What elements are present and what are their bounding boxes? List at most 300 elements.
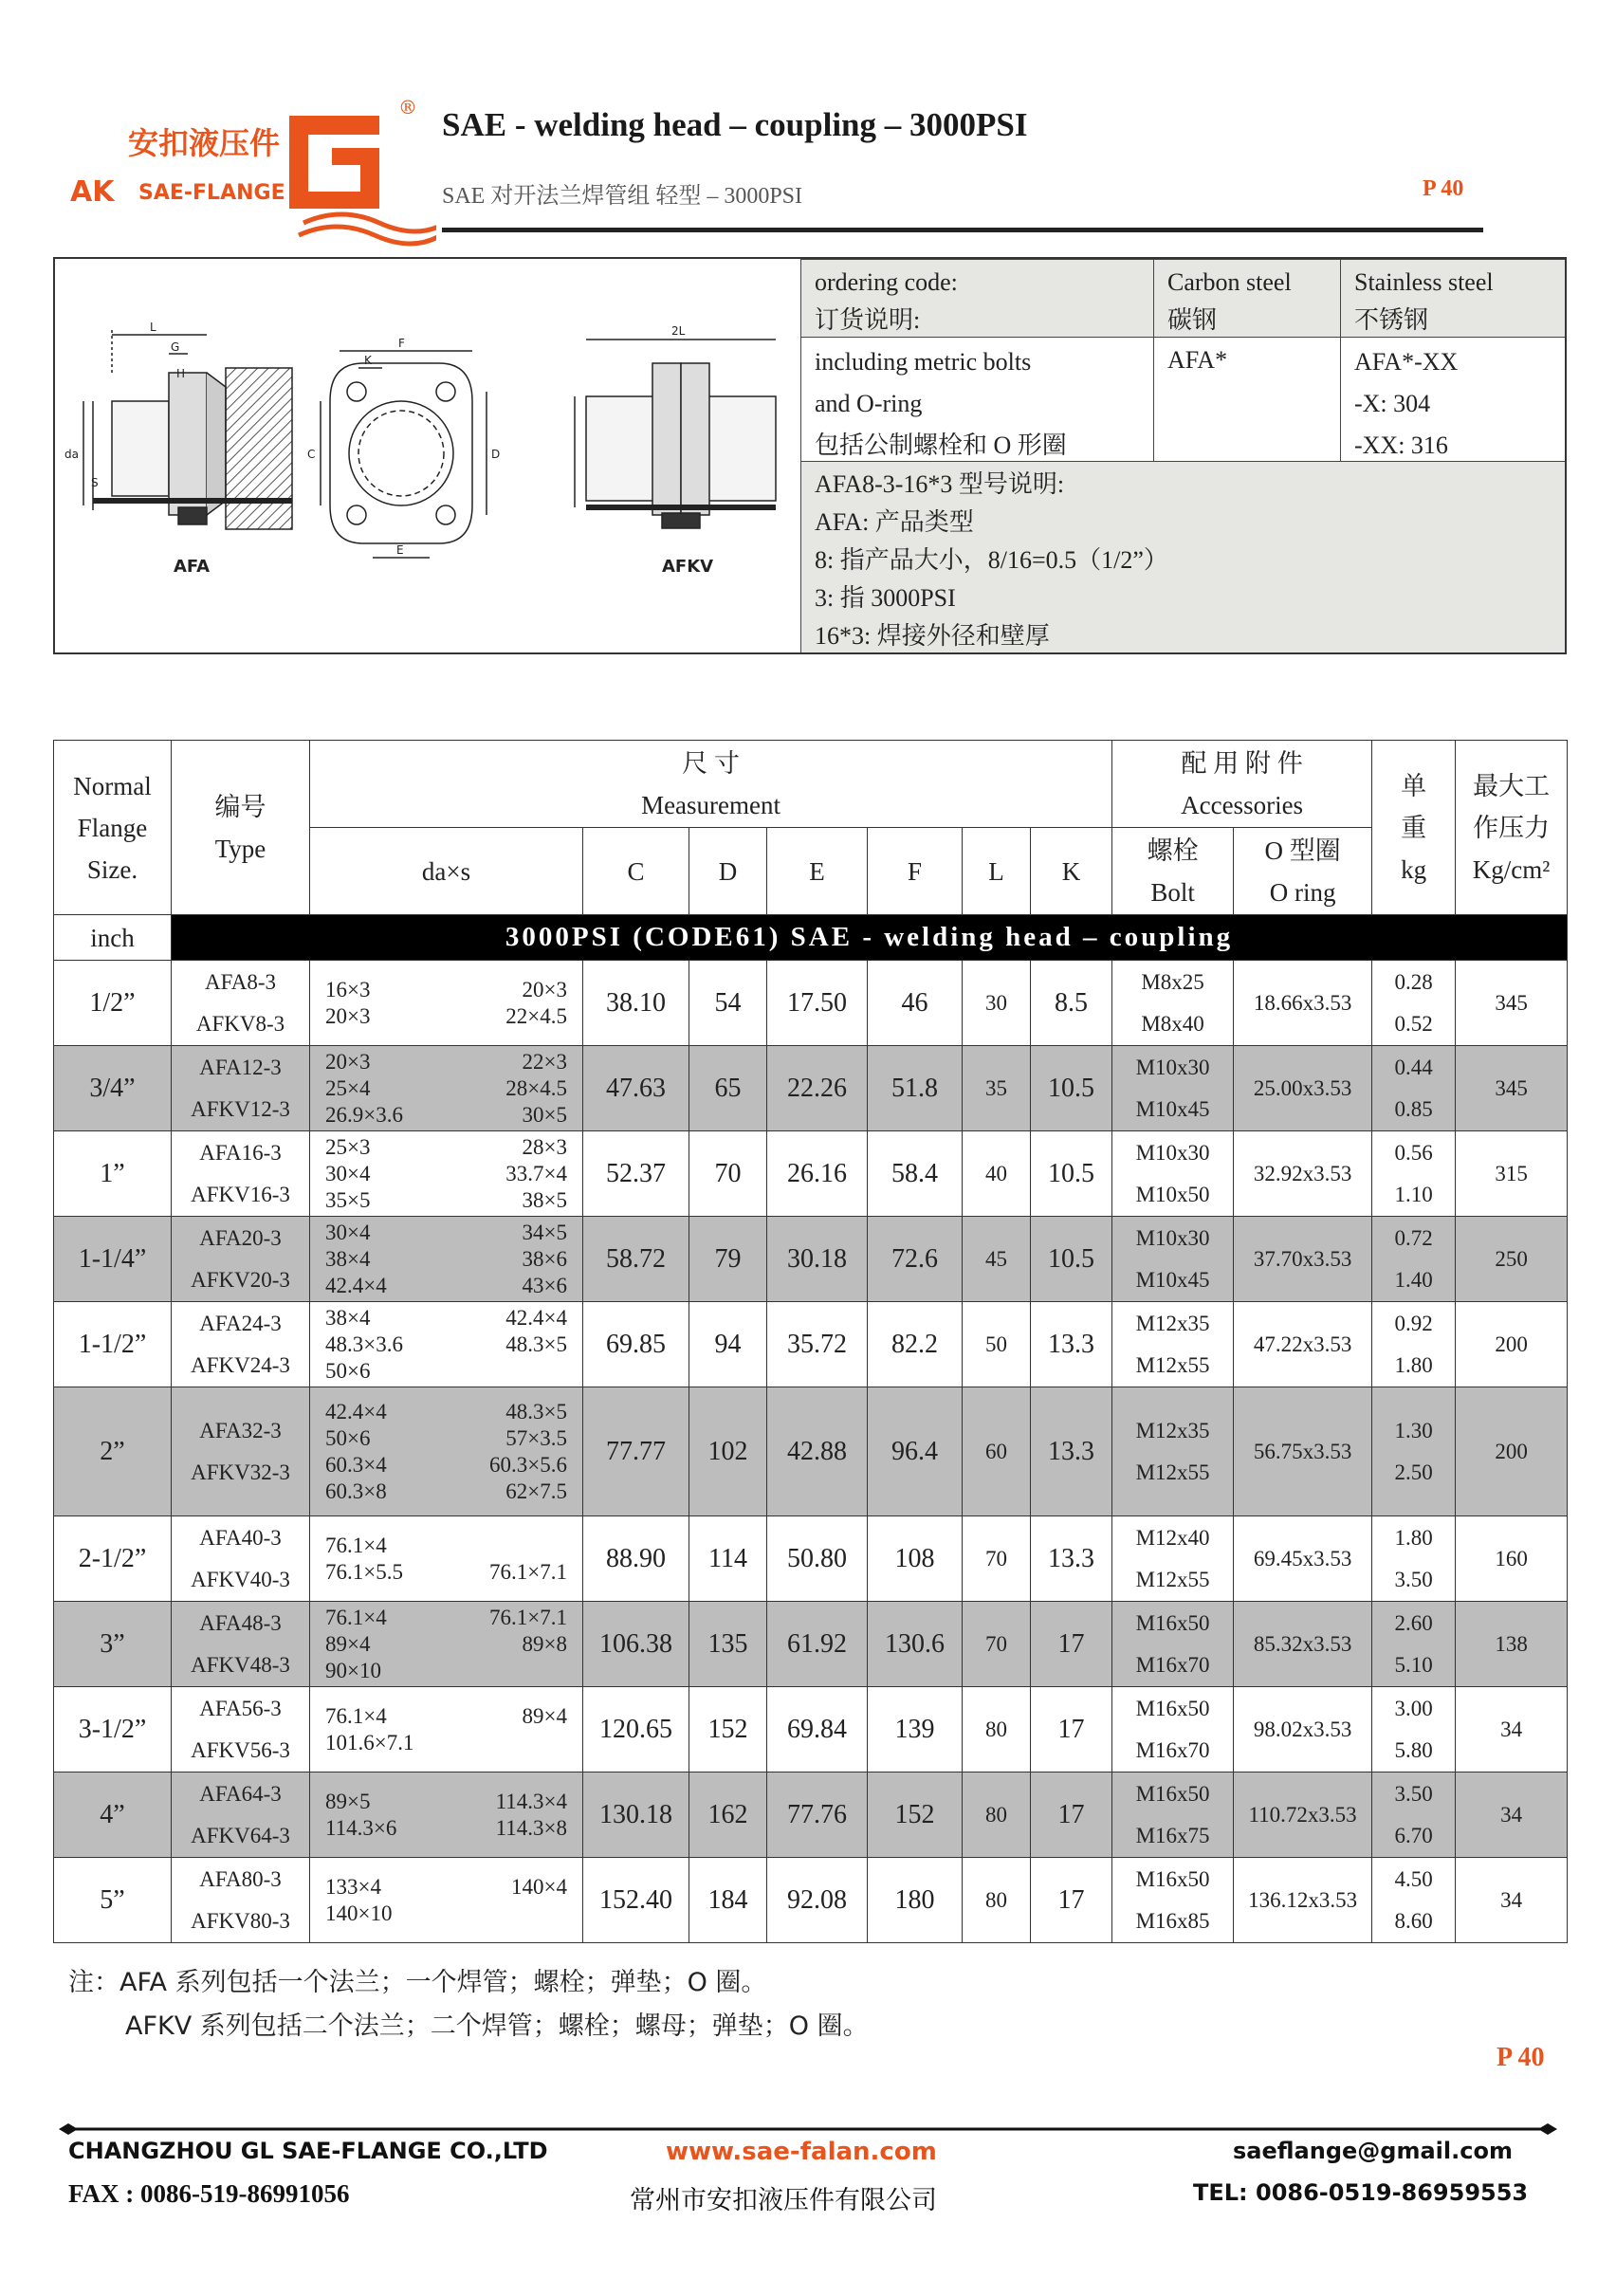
dim-value: 140×4 [511, 1874, 567, 1899]
dim-value: 76.1×4 [325, 1605, 387, 1629]
bolt-afkv: M8x40 [1141, 1011, 1204, 1036]
cell-weight [1372, 961, 1456, 1046]
stainless-steel-en: Stainless steel [1354, 268, 1494, 296]
col-l: L [963, 828, 1031, 915]
cell-e: 22.26 [767, 1046, 868, 1131]
cell-oring: 56.75x3.53 [1234, 1387, 1372, 1516]
cell-f: 58.4 [868, 1131, 963, 1217]
dim-value [447, 1901, 568, 1927]
table-row [54, 1046, 1568, 1131]
model-explanation [800, 461, 1565, 652]
bolt-afa: M12x35 [1135, 1418, 1210, 1442]
cell-das [310, 1217, 583, 1302]
cell-k: 10.5 [1031, 1217, 1112, 1302]
bolt-afkv: M10x50 [1135, 1182, 1210, 1206]
weight-afa: 4.50 [1394, 1866, 1433, 1891]
col-d: D [689, 828, 767, 915]
dim-value: 60.3×8 [325, 1479, 387, 1503]
dim-value: 62×7.5 [505, 1479, 567, 1503]
cell-oring: 98.02x3.53 [1234, 1687, 1372, 1773]
inch-label: inch [54, 915, 172, 961]
table-row [54, 1687, 1568, 1773]
bolt-afkv: M16x70 [1135, 1737, 1210, 1762]
dim-value: 60.3×4 [325, 1452, 387, 1477]
ordering-label-cn: 订货说明: [815, 306, 921, 334]
hdr-type-cn: 编号 [214, 792, 266, 821]
cell-c: 38.10 [583, 961, 689, 1046]
flange-front-drawing [307, 337, 500, 558]
cell-size: 1-1/4” [54, 1217, 172, 1302]
cell-bolt [1112, 1773, 1234, 1858]
page-title: SAE - welding head – coupling – 3000PSI [442, 106, 1028, 143]
cell-size: 3-1/2” [54, 1687, 172, 1773]
bolt-afa: M16x50 [1135, 1696, 1210, 1720]
table-row [54, 1387, 1568, 1516]
dim-label-F: F [398, 337, 405, 350]
including-note [800, 337, 1153, 461]
dim-label-G: G [171, 340, 180, 354]
dim-value: 48.3×3.6 [325, 1332, 403, 1356]
ordering-code-panel [800, 259, 1565, 652]
cell-d: 65 [689, 1046, 767, 1131]
cell-f: 139 [868, 1687, 963, 1773]
dim-value: 28×3 [522, 1134, 567, 1159]
section-band: 3000PSI (CODE61) SAE - welding head – coupling [172, 915, 1568, 961]
cell-weight [1372, 1387, 1456, 1516]
cell-type [172, 1302, 310, 1387]
weight-afkv: 0.85 [1394, 1096, 1433, 1121]
cell-c: 88.90 [583, 1516, 689, 1602]
table-row [54, 1131, 1568, 1217]
logo-cn-text: 安扣液压件 [128, 125, 281, 161]
cell-size: 1-1/2” [54, 1302, 172, 1387]
ordering-label-en: ordering code: [815, 268, 958, 296]
table-row [54, 1858, 1568, 1943]
weight-afkv: 5.10 [1394, 1652, 1433, 1677]
cell-c: 106.38 [583, 1602, 689, 1687]
dim-value: 22×4.5 [505, 1003, 567, 1028]
afkv-drawing [575, 324, 776, 577]
cell-k: 10.5 [1031, 1046, 1112, 1131]
dim-label-C: C [307, 448, 316, 461]
table-row [54, 961, 1568, 1046]
cell-bolt [1112, 1046, 1234, 1131]
cell-e: 61.92 [767, 1602, 868, 1687]
hdr-normal-3: Size. [86, 854, 138, 884]
bolt-afkv: M10x45 [1135, 1096, 1210, 1121]
col-measurement [310, 741, 1112, 828]
cell-oring: 47.22x3.53 [1234, 1302, 1372, 1387]
dim-value: 114.3×6 [325, 1815, 397, 1840]
cell-size: 2-1/2” [54, 1516, 172, 1602]
col-type [172, 741, 310, 915]
weight-afkv: 6.70 [1394, 1823, 1433, 1847]
bolt-afkv: M16x75 [1135, 1823, 1210, 1847]
col-weight [1372, 741, 1456, 915]
dim-label-2L: 2L [671, 324, 686, 338]
bolt-afa: M10x30 [1135, 1055, 1210, 1079]
page-number: P 40 [1423, 176, 1464, 201]
dim-label-L: L [150, 321, 156, 334]
hdr-wt-2: 重 [1401, 813, 1427, 842]
type-afkv: AFKV40-3 [191, 1567, 290, 1591]
dim-value: 57×3.5 [505, 1425, 567, 1450]
cell-l: 80 [963, 1858, 1031, 1943]
afkv-label: AFKV [662, 557, 714, 577]
cell-type [172, 1687, 310, 1773]
cell-size: 3/4” [54, 1046, 172, 1131]
weight-afa: 1.30 [1394, 1418, 1433, 1442]
dim-value: 20×3 [522, 977, 567, 1001]
cell-f: 72.6 [868, 1217, 963, 1302]
cell-pressure: 34 [1456, 1858, 1568, 1943]
type-afkv: AFKV32-3 [191, 1460, 290, 1484]
note-afkv: AFKV 系列包括二个法兰；二个焊管；螺栓；螺母；弹垫；O 圈。 [125, 2011, 869, 2041]
afa-drawing [64, 321, 292, 577]
type-afa: AFA56-3 [199, 1696, 282, 1720]
col-oring [1234, 828, 1372, 915]
stainless-code-line-1: AFA*-XX [1354, 348, 1459, 376]
type-afa: AFA8-3 [205, 969, 276, 994]
cell-c: 58.72 [583, 1217, 689, 1302]
dim-label-S: S [91, 476, 99, 489]
cell-pressure: 34 [1456, 1773, 1568, 1858]
cell-f: 180 [868, 1858, 963, 1943]
dim-value: 60.3×5.6 [489, 1452, 567, 1477]
cell-das [310, 1602, 583, 1687]
hdr-acc-cn: 配 用 附 件 [1181, 748, 1303, 778]
cell-f: 108 [868, 1516, 963, 1602]
cell-das [310, 1516, 583, 1602]
dim-value: 34×5 [522, 1220, 567, 1244]
cell-e: 17.50 [767, 961, 868, 1046]
footer-company: CHANGZHOU GL SAE-FLANGE CO.,LTD [68, 2138, 548, 2164]
bolt-afkv: M10x45 [1135, 1267, 1210, 1292]
weight-afa: 0.56 [1394, 1140, 1433, 1165]
weight-afa: 1.80 [1394, 1525, 1433, 1550]
dim-value: 48.3×5 [505, 1399, 567, 1424]
dim-value: 38×4 [325, 1246, 371, 1271]
cell-type [172, 1516, 310, 1602]
cell-oring: 18.66x3.53 [1234, 961, 1372, 1046]
dim-value: 48.3×5 [505, 1332, 567, 1356]
dim-value: 35×5 [325, 1187, 371, 1212]
type-afa: AFA24-3 [199, 1311, 282, 1335]
cell-l: 60 [963, 1387, 1031, 1516]
cell-weight [1372, 1217, 1456, 1302]
table-row [54, 1773, 1568, 1858]
cell-bolt [1112, 1387, 1234, 1516]
carbon-steel-en: Carbon steel [1167, 268, 1292, 296]
type-afkv: AFKV64-3 [191, 1823, 290, 1847]
bolt-afa: M12x35 [1135, 1311, 1210, 1335]
cell-size: 1” [54, 1131, 172, 1217]
type-afa: AFA20-3 [199, 1225, 282, 1250]
type-afa: AFA16-3 [199, 1140, 282, 1165]
cell-bolt [1112, 1858, 1234, 1943]
cell-l: 35 [963, 1046, 1031, 1131]
cell-c: 152.40 [583, 1858, 689, 1943]
hdr-wt-3: kg [1401, 854, 1427, 884]
cell-pressure: 160 [1456, 1516, 1568, 1602]
cell-weight [1372, 1131, 1456, 1217]
dim-value: 89×8 [522, 1631, 567, 1656]
bolt-afkv: M12x55 [1135, 1460, 1210, 1484]
cell-das [310, 1858, 583, 1943]
cell-pressure: 315 [1456, 1131, 1568, 1217]
cell-d: 102 [689, 1387, 767, 1516]
table-row [54, 1602, 1568, 1687]
cell-k: 17 [1031, 1602, 1112, 1687]
type-afkv: AFKV80-3 [191, 1908, 290, 1933]
footer-email[interactable]: saeflange@gmail.com [1233, 2138, 1513, 2164]
hdr-bolt-cn: 螺栓 [1147, 836, 1199, 865]
cell-size: 3” [54, 1602, 172, 1687]
dim-value: 16×3 [325, 977, 371, 1001]
cell-size: 2” [54, 1387, 172, 1516]
cell-weight [1372, 1302, 1456, 1387]
dim-value: 20×3 [325, 1049, 371, 1074]
type-afa: AFA48-3 [199, 1610, 282, 1635]
table-row [54, 1516, 1568, 1602]
including-line-3: 包括公制螺栓和 O 形圈 [815, 432, 1067, 459]
type-afkv: AFKV24-3 [191, 1352, 290, 1377]
col-e: E [767, 828, 868, 915]
type-afa: AFA64-3 [199, 1781, 282, 1806]
cell-l: 45 [963, 1217, 1031, 1302]
bolt-afkv: M16x85 [1135, 1908, 1210, 1933]
type-afkv: AFKV48-3 [191, 1652, 290, 1677]
dim-value: 43×6 [522, 1273, 567, 1297]
cell-c: 77.77 [583, 1387, 689, 1516]
bolt-afa: M16x50 [1135, 1781, 1210, 1806]
type-afa: AFA40-3 [199, 1525, 282, 1550]
dim-value: 133×4 [325, 1874, 381, 1899]
model-explain-1: AFA: 产品类型 [815, 508, 974, 536]
cell-e: 26.16 [767, 1131, 868, 1217]
cell-f: 82.2 [868, 1302, 963, 1387]
cell-das [310, 1687, 583, 1773]
cell-size: 4” [54, 1773, 172, 1858]
dim-value: 90×10 [325, 1658, 381, 1682]
cell-weight [1372, 1046, 1456, 1131]
cell-f: 152 [868, 1773, 963, 1858]
dim-value: 50×6 [325, 1425, 371, 1450]
including-line-2: and O-ring [815, 390, 923, 417]
bolt-afa: M10x30 [1135, 1140, 1210, 1165]
type-afkv: AFKV20-3 [191, 1267, 290, 1292]
dim-label-da: da [64, 448, 79, 461]
dim-value: 76.1×4 [325, 1533, 387, 1557]
dim-value: 22×3 [522, 1049, 567, 1074]
stainless-code-line-2: -X: 304 [1354, 390, 1431, 417]
dim-value [447, 1358, 568, 1385]
cell-size: 1/2” [54, 961, 172, 1046]
weight-afa: 0.72 [1394, 1225, 1433, 1250]
dim-value: 33.7×4 [505, 1161, 567, 1185]
cell-c: 130.18 [583, 1773, 689, 1858]
logo-ak-text: AK [70, 175, 115, 209]
model-example: AFA8-3-16*3 型号说明: [815, 470, 1065, 498]
cell-e: 35.72 [767, 1302, 868, 1387]
dim-label-E: E [396, 543, 404, 557]
cell-bolt [1112, 1516, 1234, 1602]
type-afkv: AFKV56-3 [191, 1737, 290, 1762]
dim-value: 89×4 [325, 1631, 371, 1656]
type-afa: AFA32-3 [199, 1418, 282, 1442]
cell-type [172, 1217, 310, 1302]
cell-pressure: 250 [1456, 1217, 1568, 1302]
cell-e: 69.84 [767, 1687, 868, 1773]
carbon-steel-cn: 碳钢 [1167, 306, 1218, 334]
bolt-afa: M8x25 [1141, 969, 1204, 994]
cell-bolt [1112, 1687, 1234, 1773]
dim-value: 25×3 [325, 1134, 371, 1159]
cell-d: 70 [689, 1131, 767, 1217]
cell-d: 162 [689, 1773, 767, 1858]
weight-afkv: 0.52 [1394, 1011, 1433, 1036]
hdr-normal-1: Normal [73, 771, 152, 800]
hdr-bolt-en: Bolt [1150, 877, 1195, 907]
dim-value: 38×5 [522, 1187, 567, 1212]
model-explain-3: 3: 指 3000PSI [815, 584, 956, 612]
dim-label-H: H [176, 367, 186, 380]
footer-rule [59, 2122, 1557, 2136]
spec-table [53, 740, 1568, 1943]
hdr-pr-1: 最大工 [1473, 771, 1551, 800]
header-rule [442, 228, 1483, 232]
cell-d: 135 [689, 1602, 767, 1687]
weight-afkv: 2.50 [1394, 1460, 1433, 1484]
cell-weight [1372, 1516, 1456, 1602]
dim-value: 76.1×7.1 [489, 1559, 567, 1584]
col-accessories [1112, 741, 1372, 828]
dim-value: 114.3×8 [495, 1815, 567, 1840]
dim-value: 26.9×3.6 [325, 1102, 403, 1127]
dim-value: 89×4 [522, 1703, 567, 1728]
bolt-afkv: M12x55 [1135, 1352, 1210, 1377]
cell-das [310, 1302, 583, 1387]
dim-value: 30×5 [522, 1102, 567, 1127]
dim-value: 101.6×7.1 [325, 1730, 414, 1754]
cell-type [172, 1602, 310, 1687]
cell-bolt [1112, 1602, 1234, 1687]
col-pressure [1456, 741, 1568, 915]
cell-l: 80 [963, 1687, 1031, 1773]
cell-pressure: 34 [1456, 1687, 1568, 1773]
cell-oring: 69.45x3.53 [1234, 1516, 1372, 1602]
cell-weight [1372, 1602, 1456, 1687]
cell-weight [1372, 1773, 1456, 1858]
hdr-meas-cn: 尺 寸 [682, 748, 740, 778]
model-explain-4: 16*3: 焊接外径和壁厚 [815, 622, 1050, 650]
dim-label-D: D [491, 448, 501, 461]
dim-value: 42.4×4 [325, 1399, 387, 1424]
cell-k: 17 [1031, 1773, 1112, 1858]
footer-tel: TEL: 0086-0519-86959553 [1193, 2179, 1529, 2206]
cell-pressure: 345 [1456, 1046, 1568, 1131]
cell-das [310, 1131, 583, 1217]
hdr-wt-1: 单 [1401, 771, 1427, 800]
weight-afkv: 8.60 [1394, 1908, 1433, 1933]
cell-l: 80 [963, 1773, 1031, 1858]
weight-afa: 0.92 [1394, 1311, 1433, 1335]
dim-value: 38×6 [522, 1246, 567, 1271]
dim-value [447, 1533, 568, 1559]
page-subtitle: SAE 对开法兰焊管组 轻型 – 3000PSI [442, 184, 803, 209]
hdr-type-en: Type [214, 834, 266, 863]
type-afa: AFA12-3 [199, 1055, 282, 1079]
cell-c: 120.65 [583, 1687, 689, 1773]
dim-value: 114.3×4 [495, 1789, 567, 1813]
col-bolt [1112, 828, 1234, 915]
cell-pressure: 138 [1456, 1602, 1568, 1687]
cell-k: 13.3 [1031, 1516, 1112, 1602]
cell-das [310, 961, 583, 1046]
hdr-pr-2: 作压力 [1473, 813, 1551, 842]
type-afkv: AFKV16-3 [191, 1182, 290, 1206]
dim-value: 76.1×5.5 [325, 1559, 403, 1584]
cell-k: 17 [1031, 1858, 1112, 1943]
stainless-steel-header [1340, 259, 1565, 337]
including-line-1: including metric bolts [815, 348, 1032, 376]
weight-afkv: 1.10 [1394, 1182, 1433, 1206]
page-number-bottom: P 40 [1497, 2043, 1545, 2072]
logo-en-text: SAE-FLANGE [138, 181, 285, 205]
dim-value: 30×4 [325, 1161, 371, 1185]
cell-bolt [1112, 1131, 1234, 1217]
cell-pressure: 200 [1456, 1387, 1568, 1516]
dim-value: 30×4 [325, 1220, 371, 1244]
cell-oring: 85.32x3.53 [1234, 1602, 1372, 1687]
stainless-code-line-3: -XX: 316 [1354, 432, 1448, 459]
weight-afa: 3.50 [1394, 1781, 1433, 1806]
cell-k: 13.3 [1031, 1387, 1112, 1516]
cell-f: 46 [868, 961, 963, 1046]
weight-afa: 3.00 [1394, 1696, 1433, 1720]
type-afa: AFA80-3 [199, 1866, 282, 1891]
cell-bolt [1112, 1217, 1234, 1302]
cell-c: 52.37 [583, 1131, 689, 1217]
technical-drawing [55, 259, 800, 652]
cell-l: 40 [963, 1131, 1031, 1217]
hdr-oring-en: O ring [1269, 877, 1336, 907]
cell-d: 114 [689, 1516, 767, 1602]
cell-e: 42.88 [767, 1387, 868, 1516]
hdr-acc-en: Accessories [1181, 790, 1304, 819]
hdr-meas-en: Measurement [641, 790, 781, 819]
cell-oring: 136.12x3.53 [1234, 1858, 1372, 1943]
cell-e: 50.80 [767, 1516, 868, 1602]
footer-website[interactable]: www.sae-falan.com [666, 2138, 937, 2166]
cell-oring: 25.00x3.53 [1234, 1046, 1372, 1131]
cell-l: 70 [963, 1602, 1031, 1687]
cell-l: 50 [963, 1302, 1031, 1387]
bolt-afa: M10x30 [1135, 1225, 1210, 1250]
dim-value: 76.1×7.1 [489, 1605, 567, 1629]
cell-weight [1372, 1687, 1456, 1773]
cell-d: 184 [689, 1858, 767, 1943]
col-f: F [868, 828, 963, 915]
cell-f: 130.6 [868, 1602, 963, 1687]
dim-value: 28×4.5 [505, 1075, 567, 1100]
col-c: C [583, 828, 689, 915]
cell-d: 54 [689, 961, 767, 1046]
cell-f: 96.4 [868, 1387, 963, 1516]
carbon-steel-header [1153, 259, 1340, 337]
cell-l: 70 [963, 1516, 1031, 1602]
cell-oring: 32.92x3.53 [1234, 1131, 1372, 1217]
